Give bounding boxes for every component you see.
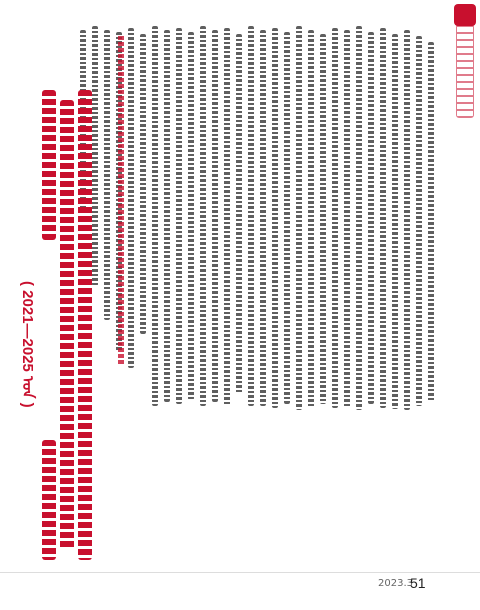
title-line xyxy=(78,90,92,560)
text-line xyxy=(344,30,350,408)
text-line xyxy=(260,30,266,406)
text-line xyxy=(368,32,374,404)
text-line xyxy=(140,34,146,334)
text-line xyxy=(392,34,398,409)
text-line xyxy=(284,32,290,404)
text-line xyxy=(356,26,362,410)
text-line xyxy=(188,32,194,400)
text-line xyxy=(380,28,386,408)
red-title-divider xyxy=(118,36,124,366)
text-line xyxy=(224,28,230,406)
footer-rule xyxy=(0,572,480,573)
text-line xyxy=(332,28,338,408)
text-line xyxy=(128,28,134,368)
page-number: 51 xyxy=(410,575,426,591)
text-line xyxy=(236,34,242,394)
text-line xyxy=(104,30,110,320)
text-line xyxy=(428,42,434,402)
text-line xyxy=(416,36,422,406)
title-year-range: ( 2021—2025 ᠣᠨ ) xyxy=(19,280,36,408)
text-line xyxy=(404,30,410,410)
text-line xyxy=(152,26,158,406)
text-line xyxy=(296,26,302,410)
title-line xyxy=(60,100,74,550)
text-line xyxy=(320,34,326,404)
title-line xyxy=(42,440,56,560)
text-line xyxy=(248,26,254,406)
text-line xyxy=(272,28,278,408)
title-line xyxy=(42,90,56,240)
section-badge xyxy=(454,4,476,26)
text-line xyxy=(212,30,218,402)
issue-number: 2023.3 xyxy=(378,578,413,589)
text-line xyxy=(308,30,314,408)
text-line xyxy=(200,26,206,406)
text-line xyxy=(164,30,170,402)
text-line xyxy=(176,28,182,404)
body-text-column xyxy=(74,24,464,424)
